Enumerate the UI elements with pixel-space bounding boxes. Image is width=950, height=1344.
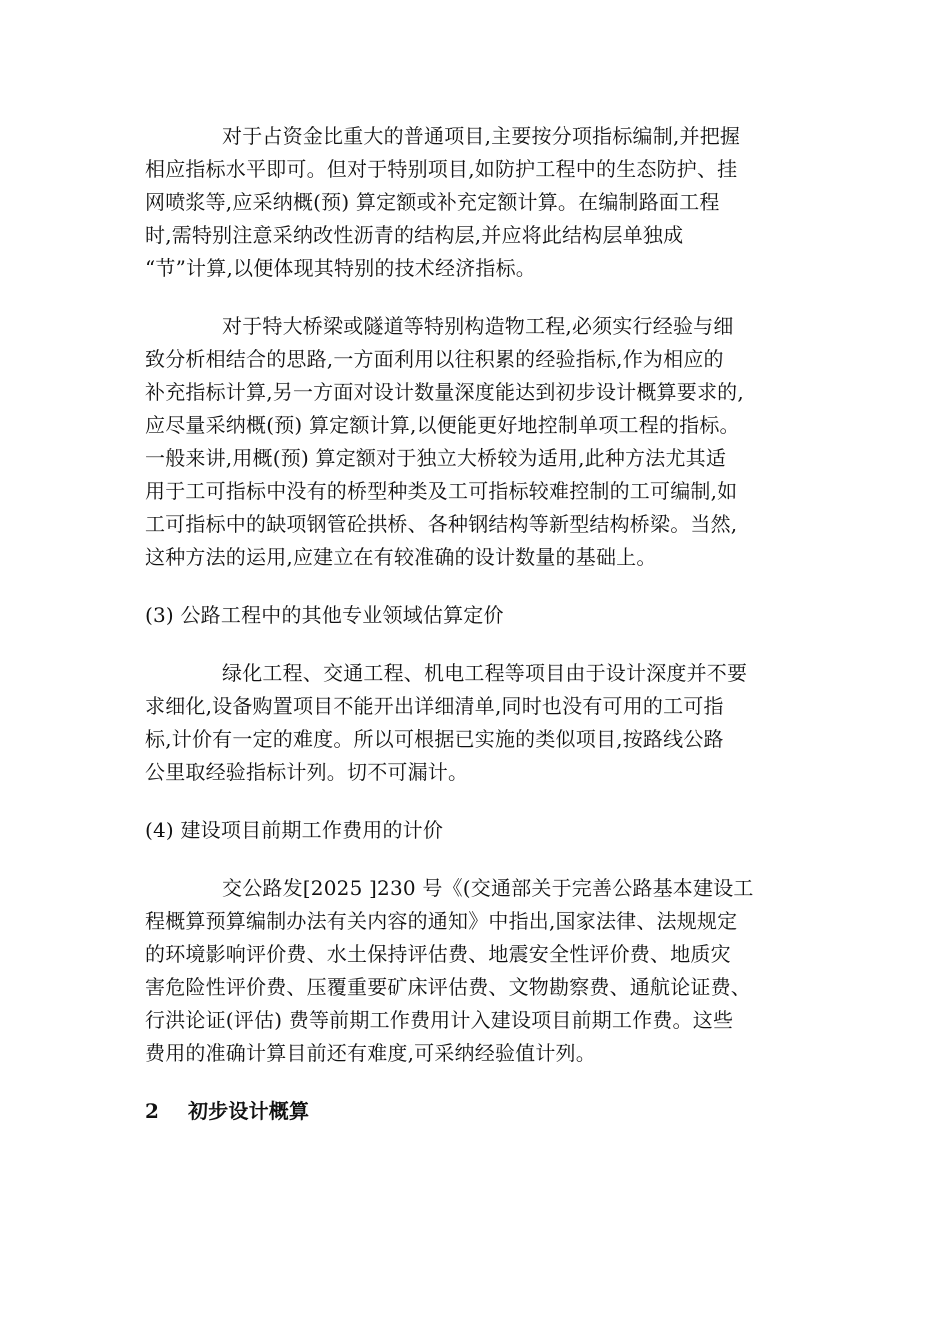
paragraph-2-line-6: 用于工可指标中没有的桥型种类及工可指标较难控制的工可编制,如 <box>145 479 738 503</box>
paragraph-1-line-5: “节”计算,以便体现其特别的技术经济指标。 <box>145 256 537 280</box>
paragraph-1-line-4: 时,需特别注意采纳改性沥青的结构层,并应将此结构层单独成 <box>145 223 684 247</box>
paragraph-1-line-1: 对于占资金比重大的普通项目,主要按分项指标编制,并把握 <box>222 124 741 148</box>
paragraph-2-line-7: 工可指标中的缺项钢管砼拱桥、各种钢结构等新型结构桥梁。当然, <box>145 512 738 536</box>
paragraph-3-line-4: 公里取经验指标计列。切不可漏计。 <box>145 760 469 784</box>
paragraph-2-line-2: 致分析相结合的思路,一方面利用以往积累的经验指标,作为相应的 <box>145 347 724 371</box>
paragraph-1-line-2: 相应指标水平即可。但对于特别项目,如防护工程中的生态防护、挂 <box>145 157 738 181</box>
paragraph-4-line-6: 费用的准确计算目前还有难度,可采纳经验值计列。 <box>145 1041 596 1065</box>
paragraph-3-line-3: 标,计价有一定的难度。所以可根据已实施的类似项目,按路线公路 <box>145 727 724 751</box>
subheading-3: (3) 公路工程中的其他专业领域估算定价 <box>145 603 504 627</box>
paragraph-4-line-5: 行洪论证(评估) 费等前期工作费用计入建设项目前期工作费。这些 <box>145 1008 734 1032</box>
paragraph-4-line-4: 害危险性评价费、压覆重要矿床评估费、文物勘察费、通航论证费、 <box>145 975 751 999</box>
paragraph-4-line-2: 程概算预算编制办法有关内容的通知》中指出,国家法律、法规规定 <box>145 909 738 933</box>
paragraph-2-line-3: 补充指标计算,另一方面对设计数量深度能达到初步设计概算要求的, <box>145 380 744 404</box>
paragraph-1-line-3: 网喷浆等,应采纳概(预) 算定额或补充定额计算。在编制路面工程 <box>145 190 720 214</box>
paragraph-2-line-5: 一般来讲,用概(预) 算定额对于独立大桥较为适用,此种方法尤其适 <box>145 446 727 470</box>
section-title: 初步设计概算 <box>188 1099 310 1123</box>
paragraph-3-line-1: 绿化工程、交通工程、机电工程等项目由于设计深度并不要 <box>222 661 748 685</box>
subheading-4: (4) 建设项目前期工作费用的计价 <box>145 818 444 842</box>
paragraph-2-line-8: 这种方法的运用,应建立在有较准确的设计数量的基础上。 <box>145 545 657 569</box>
paragraph-2-line-4: 应尽量采纳概(预) 算定额计算,以便能更好地控制单项工程的指标。 <box>145 413 740 437</box>
paragraph-3-line-2: 求细化,设备购置项目不能开出详细清单,同时也没有可用的工可指 <box>145 694 724 718</box>
paragraph-4-line-3: 的环境影响评价费、水土保持评估费、地震安全性评价费、地质灾 <box>145 942 731 966</box>
paragraph-2-line-1: 对于特大桥梁或隧道等特别构造物工程,必须实行经验与细 <box>222 314 734 338</box>
paragraph-4-line-1: 交公路发[2025 ]230 号《(交通部关于完善公路基本建设工 <box>222 876 754 900</box>
section-number: 2 <box>145 1099 160 1123</box>
